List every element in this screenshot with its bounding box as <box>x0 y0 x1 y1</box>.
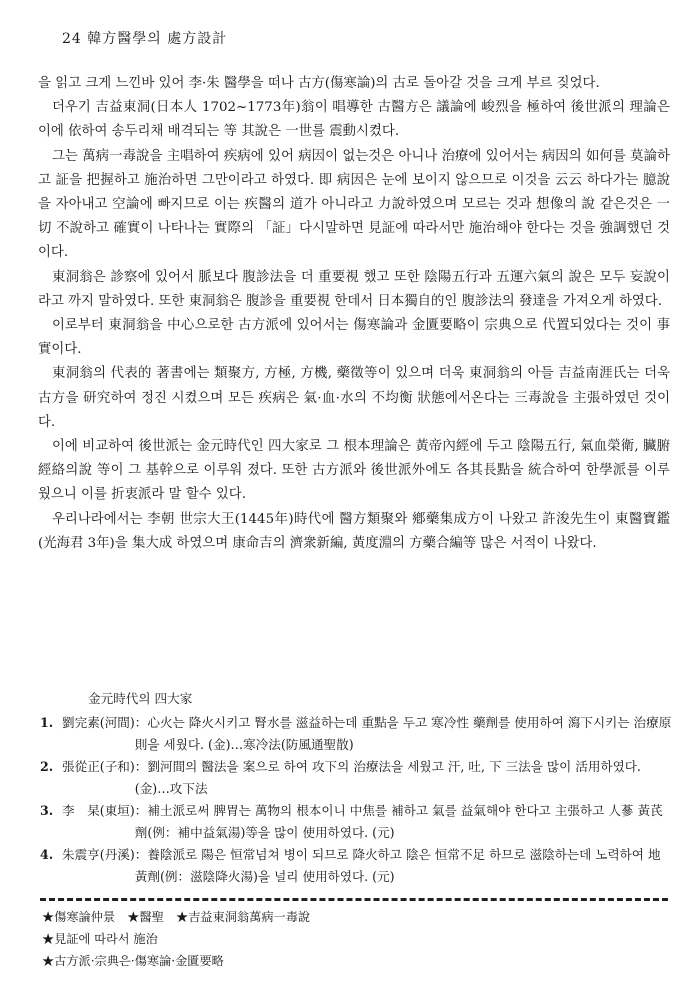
item-number: 2. <box>40 759 54 774</box>
item-number: 1. <box>40 715 54 730</box>
note-line-2: ★見証에 따라서 施治 <box>42 932 158 946</box>
paragraph-8: 우리나라에서는 李朝 世宗大王(1445年)時代에 醫方類聚와 鄕藥集成方이 나왔고 許浚先生이 東醫寶鑑(光海君 3年)을 集大成 하였으며 康命吉의 濟衆新編, 黃度淵의 方藥合編等 많은 서적이 나왔다. <box>38 511 670 551</box>
body-text <box>38 72 670 556</box>
item-name: 張從正(子和) <box>62 759 135 774</box>
running-header: 24 韓方醫學의 處方設計 <box>62 31 228 47</box>
item-name: 朱震亨(丹溪) <box>62 847 135 862</box>
paragraph-7: 이에 비교하여 後世派는 金元時代인 四大家로 그 根本理論은 黃帝內經에 두고 陰陽五行, 氣血榮衛, 臟腑經絡의說 等이 그 基幹으로 이루워 졌다. 또한 古方派와 後世派外에도 各其長點을 統合하여 한學派를 이루웠으니 이를 折衷派라 말 할수 있다. <box>38 439 670 503</box>
paragraph-3: 그는 萬病一毒說을 主唱하여 疾病에 있어 病因이 없는것은 아니나 治療에 있어서는 病因의 如何를 莫論하고 証을 把握하고 施治하면 그만이라고 하였다. 即 病因은 눈에 보이지 않으므로 이것을 云云 하다가는 臆說을 자아내고 空論에 빠지므로 이는 疾醫의 道가 아니라고 力說하였으며 모르는 것과 想像의 說 같은것은 一切 不說하고 確實이 나타나는 實際의 「証」다시말하면 見証에 따라서만 施治해야 한다는 것을 強調했던 것이다. <box>38 148 670 261</box>
list-item <box>40 800 672 844</box>
paragraph-6: 東洞翁의 代表的 著書에는 類聚方, 方極, 方機, 藥徵等이 있으며 더욱 東洞翁의 아들 吉益南涯氏는 더욱 古方을 研究하여 정진 시켰으며 모든 疾病은 氣·血·水의 不均衡 狀態에서온다는 三毒說을 主張하였던 것이다. <box>38 366 670 430</box>
paragraph-2: 더우기 吉益東洞(日本人 1702~1773年)翁이 唱導한 古醫方은 議論에 峻烈을 極하여 後世派의 理論은 이에 依하여 송두리채 배격되는 等 其說은 一世를 震動시켰다. <box>38 100 670 140</box>
paragraph-4: 東洞翁은 診察에 있어서 脈보다 腹診法을 더 重要視 했고 또한 陰陽五行과 五運六氣의 說은 모두 妄說이라고 까지 말하였다. 또한 東洞翁은 腹診을 重要視 한데서 日本獨自的인 腹診法의 發達을 가져오게 하였다. <box>38 269 670 309</box>
item-body: ：劉河間의 醫法을 案으로 하여 攻下의 治療法을 세웠고 汗, 吐, 下 三法을 많이 活用하였다. (金)…攻下法 <box>134 759 641 796</box>
item-number: 4. <box>40 847 54 862</box>
paragraph-1: 을 읽고 크게 느낀바 있어 李·朱 醫學을 떠나 古方(傷寒論)의 古로 돌아갈 것을 크게 부르 짖었다. <box>38 76 600 91</box>
note-line-3: ★古方派·宗典은·傷寒論·金匱要略 <box>42 954 224 968</box>
summary-notes <box>42 906 662 972</box>
dashed-divider <box>40 898 668 901</box>
list-item <box>40 844 672 888</box>
item-name: 李 杲(東垣) <box>62 803 135 818</box>
item-body: ：心火는 降火시키고 腎水를 滋益하는데 重點을 두고 寒冷性 藥劑를 使用하여 瀉下시키는 治療原則을 세웠다. (金)…寒冷法(防風通聖散) <box>134 715 672 752</box>
list-item <box>40 756 672 800</box>
list-item <box>40 712 672 756</box>
paragraph-5: 이로부터 東洞翁을 中心으로한 古方派에 있어서는 傷寒論과 金匱要略이 宗典으로 代置되었다는 것이 事實이다. <box>38 318 670 358</box>
item-name: 劉完素(河間) <box>62 715 135 730</box>
note-line-1: ★傷寒論仲景 ★醫聖 ★吉益東洞翁萬病一毒說 <box>42 910 311 924</box>
item-body: ：補土派로써 脾胃는 萬物의 根本이니 中焦를 補하고 氣를 益氣해야 한다고 主張하고 人蔘 黃芪劑(例：補中益氣湯)等을 많이 使用하였다. (元) <box>134 803 663 840</box>
four-masters-section <box>40 688 672 888</box>
item-body: ：養陰派로 陽은 恒常넘쳐 병이 되므로 降火하고 陰은 恒常不足 하므로 滋陰하는데 노력하여 地黃劑(例：滋陰降火湯)을 널리 使用하였다. (元) <box>134 847 661 884</box>
item-number: 3. <box>40 803 54 818</box>
section-title: 金元時代의 四大家 <box>88 691 193 706</box>
